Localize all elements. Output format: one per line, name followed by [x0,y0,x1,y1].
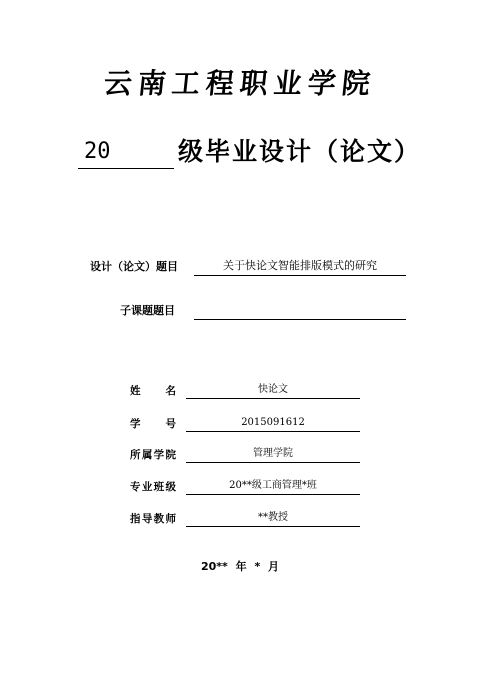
grade-year-field: 20 [78,135,174,169]
topic-label: 设计（论文）题目 [90,260,178,273]
advisor-value: **教授 [186,510,360,527]
class-label: 专业班级 [130,481,176,493]
school-name: 云南工程职业学院 [102,67,378,100]
name-value: 快论文 [186,382,360,399]
grade-title: 级毕业设计（论文） [178,137,422,166]
college-label: 所属学院 [130,449,176,461]
college-value: 管理学院 [186,446,360,463]
student-id-value: 2015091612 [186,415,360,432]
advisor-label: 指导教师 [130,513,176,525]
student-id-label: 学 号 [130,418,176,430]
class-value: 20**级工商管理*班 [186,478,360,495]
subtopic-label: 子课题题目 [120,304,175,317]
topic-value: 关于快论文智能排版模式的研究 [194,257,406,276]
name-label: 姓 名 [130,385,176,397]
subtopic-value [194,301,406,320]
submission-date: 20** 年 * 月 [200,560,280,573]
